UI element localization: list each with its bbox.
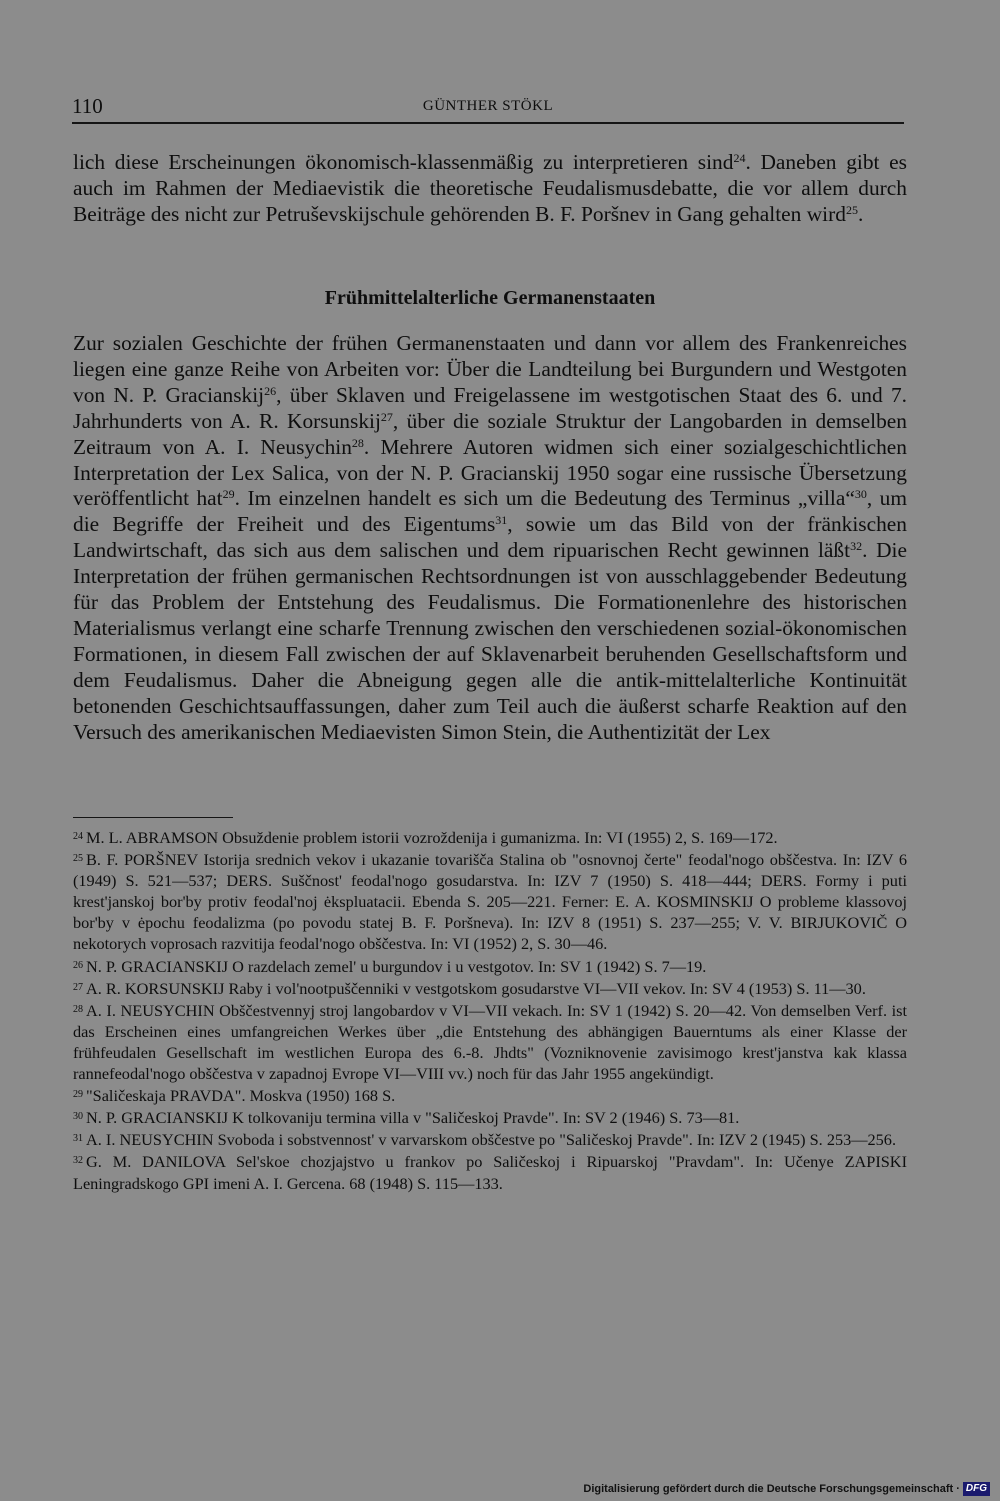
footnote-text: B. F. PORŠNEV Istorija srednich vekov i ukazanie tovarišča Stalina ob "osnovnoj čerte" feodal'nogo obščestva. In: IZV 6 (1949) S. 521—537; DERS. Suščnost' feodal'nogo gosudarstva. In: IZV 7 (1950) S. 418—444; DERS. Formy i puti krest'janskoj bor'by protiv feodal'noj ėkspluatacii. Ebenda S. 205—221. Ferner: E. A. KOSMINSKIJ O probleme klassovoj bor'by v ėpochu feodalizma (po povodu statej B. F. Poršneva). In: IZV 8 (1951) S. 237—255; V. V. BIRJUKOVIČ O nekotorych voprosach razvitija feodal'nogo obščestva. In: VI (1952) 2, S. 30—46.: [73, 850, 907, 954]
footnote-ref: 32: [850, 539, 863, 554]
footnote-text: G. M. DANILOVA Sel'skoe chozjajstvo u frankov po Saličeskoj i Ripuarskoj "Pravdam". In: Učenye ZAPISKI Leningradskogo GPI imeni A. I. Gercena. 68 (1948) S. 115—133.: [73, 1152, 907, 1193]
footnote-ref: 29: [222, 487, 235, 502]
footnote-number: 26: [73, 959, 83, 971]
body-paragraph-2: [73, 331, 907, 746]
footnote-number: 24: [73, 831, 83, 842]
text-run: .: [857, 201, 864, 226]
footnote: [73, 848, 907, 954]
text-run: . Im einzelnen handelt es sich um die Bedeutung des Terminus „villa“: [234, 486, 855, 511]
digitization-notice-text: Digitalisierung gefördert durch die Deutsche Forschungsgemeinschaft ·: [583, 1483, 960, 1495]
text-run: , um die Begriffe der Freiheit und des Eigentums: [73, 486, 907, 537]
text-run: . Die Interpretation der frühen germanischen Rechtsordnungen ist von ausschlaggebender Bedeutung für das Problem der Entstehung des Feudalismus. Die Formationenlehre des historischen Materialismus verlangt eine scharfe Trennung zwischen den verschiedenen sozial-ökonomischen Formationen, in diesem Fall zwischen der auf Sklavenarbeit beruhenden Gesellschaftsform und dem Feudalismus. Daher die Abneigung gegen alle die antik-mittelalterliche Kontinuität betonenden Geschichtsauffassungen, daher zum Teil auch die äußerst scharfe Reaktion auf den Versuch des amerikanischen Mediaevisten Simon Stein, die Authentizität der Lex: [73, 538, 907, 744]
text-run: , über die soziale Struktur der Langobarden in demselben Zeitraum von A. I. Neusychin: [73, 408, 907, 459]
digitization-notice: [583, 1481, 990, 1497]
footnote-separator: [73, 817, 233, 818]
running-head: [72, 94, 904, 124]
footnote-text: A. I. NEUSYCHIN Obščestvennyj stroj langobardov v VI—VII vekach. In: SV 1 (1942) S. 20—42. Von demselben Verf. ist das Erscheinen eines umfangreichen Werkes über „die Entstehung des abhängigen Bauerntums als einer Klasse der frühfeudalen Gesellschaft im westlichen Europa des 6.-8. Jhdts" (Vozniknovenie zavisimogo krest'janstva kak klassa rannefeodal'nogo obščestva v zapadnoj Evrope VI—VIII vv.) noch für das Jahr 1955 angekündigt.: [73, 1000, 907, 1084]
footnote: [73, 1084, 907, 1106]
footnote-ref: 24: [733, 151, 746, 165]
footnote: [73, 999, 907, 1084]
text-run: lich diese Erscheinungen ökonomisch-klassenmäßig zu interpretieren sind: [73, 150, 734, 174]
footnote-ref: 30: [854, 487, 867, 502]
footnote-number: 25: [73, 853, 83, 865]
footnote-text: M. L. ABRAMSON Obsuždenie problem istorii vozroždenija i gumanizma. In: VI (1955) 2, S. 169—172.: [86, 828, 778, 847]
footnote-text: N. P. GRACIANSKIJ K tolkovaniju termina villa v "Saličeskoj Pravde". In: SV 2 (1946) S. 73—81.: [86, 1108, 740, 1128]
footnote-number: 32: [73, 1155, 83, 1167]
text-run: , sowie um das Bild von der fränkischen Landwirtschaft, das sich aus dem salischen und dem ripuarischen Recht gewinnen läßt: [73, 512, 907, 563]
footnote-number: 31: [73, 1133, 83, 1145]
footnotes: [73, 826, 907, 1194]
footnote-text: A. I. NEUSYCHIN Svoboda i sobstvennost' v varvarskom obščestve po "Saličeskoj Pravde". In: IZV 2 (1945) S. 253—256.: [86, 1130, 897, 1150]
footnote-number: 27: [73, 981, 83, 993]
text-run: , über Sklaven und Freigelassene im westgotischen Staat des 6. und 7. Jahrhunderts von A. R. Korsunskij: [73, 382, 907, 433]
footnote-text: N. P. GRACIANSKIJ O razdelach zemel' u burgundov i u vestgotov. In: SV 1 (1942) S. 7—19.: [86, 956, 707, 976]
text-run: Zur sozialen Geschichte der frühen Germanenstaaten und dann vor allem des Frankenreiches liegen eine ganze Reihe von Arbeiten vor: Über die Landteilung bei Burgundern und Westgoten von N. P. Gracianskij: [73, 331, 907, 407]
text-run: . Daneben gibt es auch im Rahmen der Mediaevistik die theoretische Feudalismusdebatte, die vor allem durch Beiträge des nicht zur Petruševskijschule gehörenden B. F. Poršnev in Gang gehalten wird: [73, 150, 907, 226]
footnote-number: 30: [73, 1111, 83, 1123]
footnote: [73, 826, 907, 848]
footnote-number: 28: [73, 1003, 83, 1015]
footnote: [73, 977, 907, 999]
footnote: [73, 955, 907, 977]
page-number: 110: [72, 94, 103, 118]
footnote-ref: 28: [351, 435, 364, 450]
footnote: [73, 1106, 907, 1128]
running-title: GÜNTHER STÖKL: [422, 98, 554, 114]
footnote-text: "Saličeskaja PRAVDA". Moskva (1950) 168 S.: [86, 1086, 396, 1106]
body-paragraph-1: [73, 150, 907, 228]
footnote-ref: 25: [845, 202, 858, 217]
footnote-ref: 26: [264, 383, 277, 398]
footnote: [73, 1128, 907, 1150]
footnote: [73, 1150, 907, 1193]
text-run: . Mehrere Autoren widmen sich einer sozialgeschichtlichen Interpretation der Lex Salica, von der N. P. Gracianskij 1950 sogar eine russische Übersetzung veröffentlicht hat: [73, 434, 907, 511]
section-heading: Frühmittelalterliche Germanenstaaten: [324, 287, 656, 309]
footnote-ref: 27: [380, 409, 393, 424]
footnote-ref: 31: [495, 513, 508, 528]
dfg-logo: DFG: [963, 1482, 990, 1496]
footnote-number: 29: [73, 1089, 83, 1101]
footnote-text: A. R. KORSUNSKIJ Raby i vol'nootpuščenniki v vestgotskom gosudarstve VI—VII vekov. In: SV 4 (1953) S. 11—30.: [86, 978, 866, 998]
